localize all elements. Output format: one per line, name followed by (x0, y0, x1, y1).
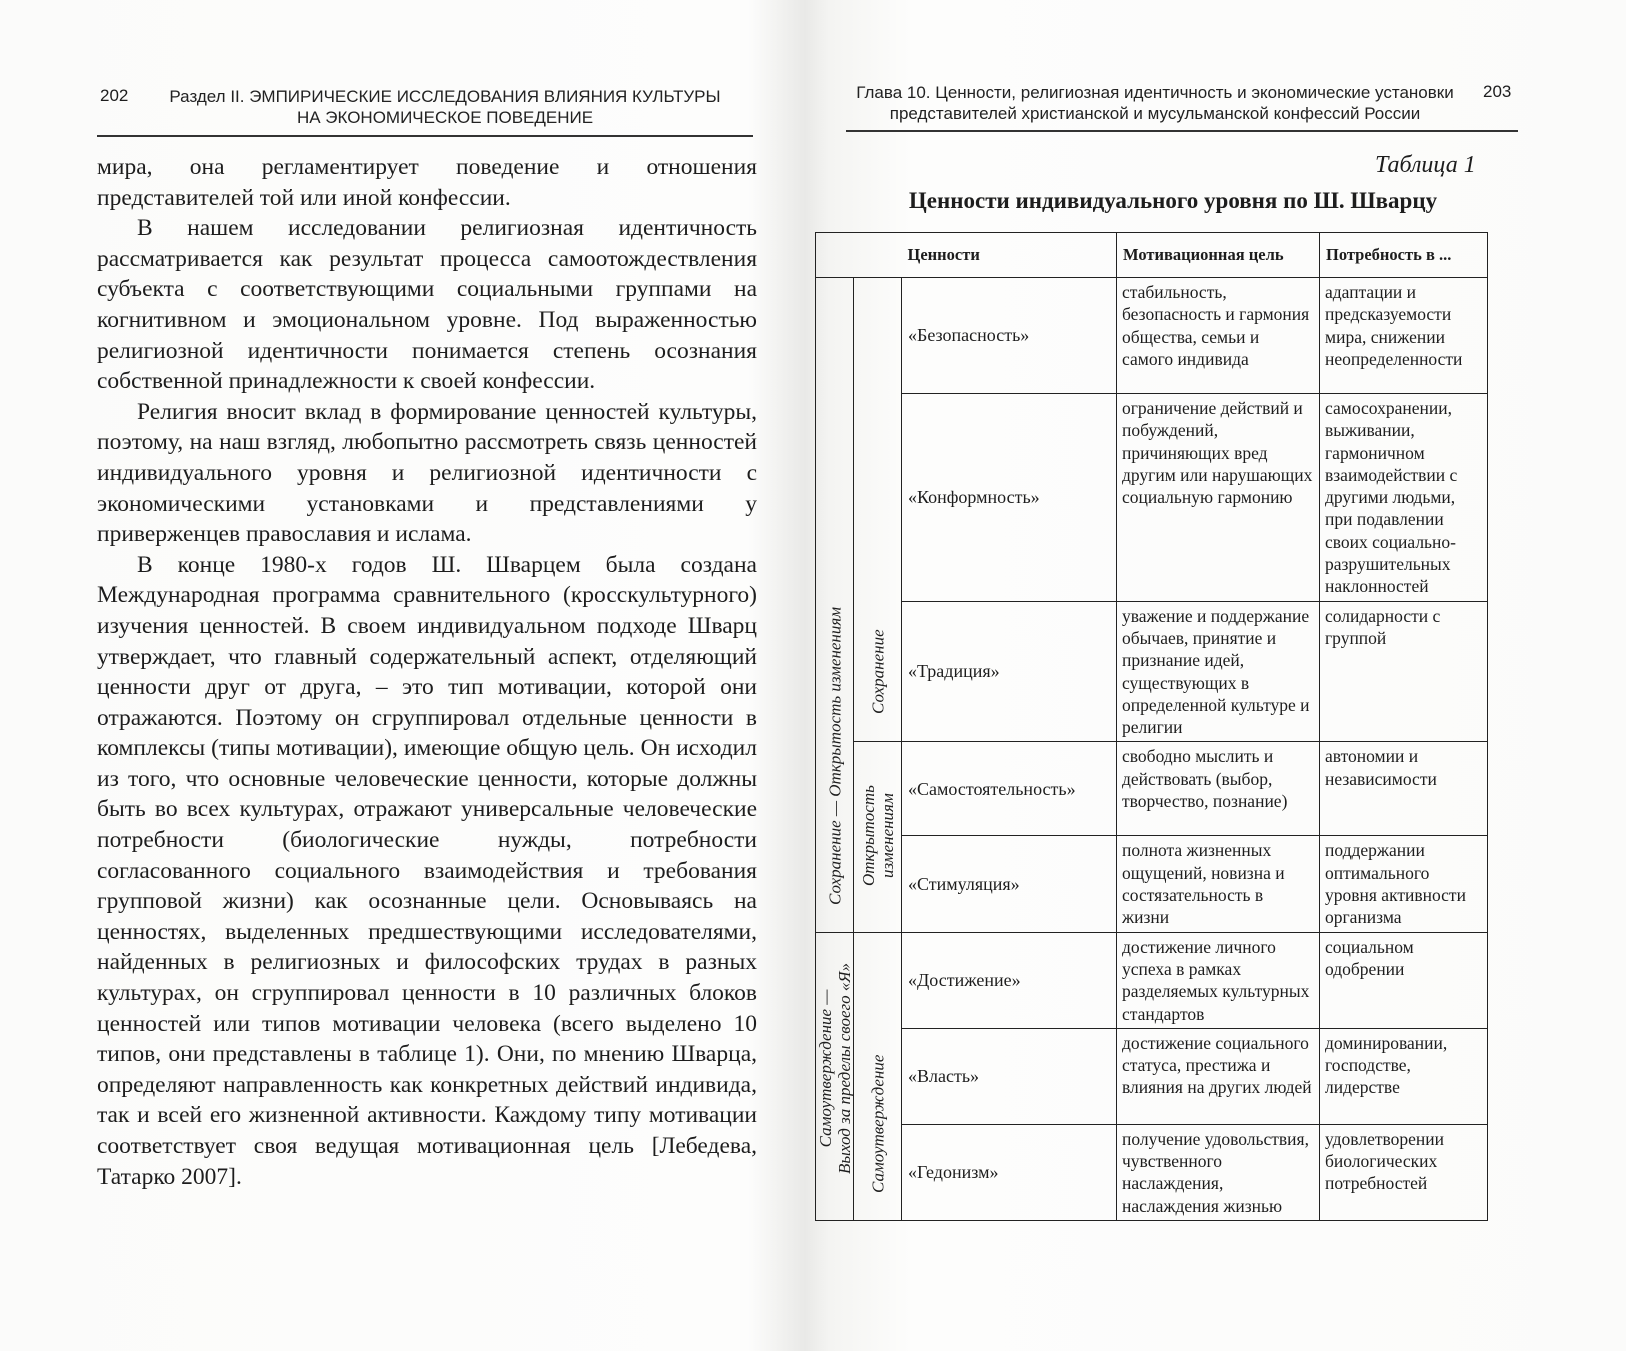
need-cell: доминировании, господстве, лидерстве (1320, 1028, 1488, 1124)
value-cell: «Достижение» (902, 932, 1117, 1028)
goal-cell: свободно мыслить и действовать (выбор, творчество, познание) (1117, 742, 1320, 836)
need-cell: социальном одобрении (1320, 932, 1488, 1028)
goal-cell: достижение личного успеха в рамках разделяемых культурных стандартов (1117, 932, 1320, 1028)
group-label-cell (854, 742, 902, 932)
group-label: Самоутверждение (868, 1054, 887, 1194)
need-cell: адаптации и предсказуемости мира, снижении неопределенности (1320, 278, 1488, 394)
axis-label-line: Самоутверждение — (815, 989, 835, 1148)
paragraph: Религия вносит вклад в формирование ценностей культуры, поэтому, на наш взгляд, любопытно рассмотреть связь ценностей индивидуального уровня и религиозной идентичности с экономическими установками и представлениями у приверженцев православия и ислама. (97, 398, 757, 548)
value-cell: «Стимуляция» (902, 836, 1117, 932)
table-header: Мотивационная цель (1117, 233, 1320, 278)
paragraph: мира, она регламентирует поведение и отношения представителей той или иной конфессии. (97, 154, 757, 211)
axis-label: Сохранение — Открытость изменениям (825, 606, 844, 905)
running-head: Раздел II. ЭМПИРИЧЕСКИЕ ИССЛЕДОВАНИЯ ВЛИЯНИЯ КУЛЬТУРЫ НА ЭКОНОМИЧЕСКОЕ ПОВЕДЕНИЕ (169, 87, 721, 127)
table-row (816, 836, 1488, 932)
table-title: Ценности индивидуального уровня по Ш. Шварцу (908, 188, 1438, 213)
header-rule (846, 130, 1518, 132)
body-text (97, 152, 757, 1192)
need-cell: удовлетворении биологических потребностей (1320, 1124, 1488, 1220)
table-row (816, 932, 1488, 1028)
value-cell: «Безопасность» (902, 278, 1117, 394)
goal-cell: достижение социального статуса, престижа и влияния на других людей (1117, 1028, 1320, 1124)
table-header: Потребность в ... (1320, 233, 1488, 278)
group-label (859, 785, 897, 886)
table-row (816, 601, 1488, 742)
goal-cell: получение удовольствия, чувственного наслаждения, наслаждения жизнью (1117, 1124, 1320, 1220)
right-page (815, 0, 1626, 1351)
need-cell: автономии и независимости (1320, 742, 1488, 836)
group-label-cell (854, 278, 902, 742)
page-number: 203 (1483, 82, 1512, 101)
table-row (816, 394, 1488, 602)
header-rule (97, 135, 753, 137)
need-cell: самосохранении, выживании, гармоничном взаимодействии с другими людьми, при подавлении своих социально-разрушительных наклонностей (1320, 394, 1488, 602)
axis-label (816, 963, 854, 1174)
value-cell: «Гедонизм» (902, 1124, 1117, 1220)
group-label-line: изменениям (877, 792, 897, 878)
value-cell: «Власть» (902, 1028, 1117, 1124)
table-row (816, 1028, 1488, 1124)
goal-cell: полнота жизненных ощущений, новизна и состязательность в жизни (1117, 836, 1320, 932)
axis-label-line: Выход за пределы своего «Я» (834, 962, 854, 1175)
need-cell: солидарности с группой (1320, 601, 1488, 742)
table-header: Ценности (902, 233, 1117, 278)
goal-cell: стабильность, безопасность и гармония общества, семьи и самого индивида (1117, 278, 1320, 394)
axis-label-cell (816, 932, 854, 1220)
paragraph: В нашем исследовании религиозная идентичность рассматривается как результат процесса самоотождествления субъекта с соответствующими социальными группами на когнитивном и эмоциональном уровне. Под выраженностью религиозной идентичности понимается степень осознания собственной принадлежности к своей конфессии. (97, 215, 757, 395)
goal-cell: уважение и поддержание обычаев, принятие и признание идей, существующих в определенной культуре и религии (1117, 601, 1320, 742)
group-label-line: Открытость (858, 784, 878, 886)
value-cell: «Конформность» (902, 394, 1117, 602)
table-row (816, 1124, 1488, 1220)
table-caption: Таблица 1 (1375, 152, 1476, 178)
value-cell: «Традиция» (902, 601, 1117, 742)
values-table (815, 232, 1488, 1221)
goal-cell: ограничение действий и побуждений, причиняющих вред другим или нарушающих социальную гармонию (1117, 394, 1320, 602)
group-label-cell (854, 932, 902, 1220)
table-row (816, 278, 1488, 394)
table-row (816, 742, 1488, 836)
table-header-row (816, 233, 1488, 278)
need-cell: поддержании оптимального уровня активности организма (1320, 836, 1488, 932)
running-head: Глава 10. Ценности, религиозная идентичность и экономические установки представителей христианской и мусульманской конфессий России (856, 83, 1454, 123)
table-header-corner (816, 233, 902, 278)
paragraph: В конце 1980-х годов Ш. Шварцем была создана Международная программа сравнительного (кросскультурного) изучения ценностей. В своем индивидуальном подходе Шварц утверждает, что главный содержательный аспект, отделяющий ценности друг от друга, – это тип мотивации, которой они отражаются. Поэтому он сгруппировал отдельные ценности в комплексы (типы мотивации), имеющие общую цель. Он исходил из того, что основные человеческие ценности, которые должны быть во всех культурах, отражают универсальные человеческие потребности (биологические нужды, потребности согласованного социального взаимодействия и требования групповой жизни) как осознанные цели. Основываясь на ценностях, выделенных предшествующими исследователями, найденных в религиозных и философских трудах в разных культурах, он сгруппировал ценности в 10 различных блоков ценностей или типов мотивации человека (всего выделено 10 типов, они представлены в таблице 1). Они, по мнению Шварца, определяют направленность как конкретных действий индивида, так и всей его жизненной активности. Каждому типу мотивации соответствует своя ведущая мотивационная цель [Лебедева, Татарко 2007]. (97, 551, 757, 1190)
axis-label-cell (816, 278, 854, 933)
page-number: 202 (100, 86, 129, 105)
value-cell: «Самостоятельность» (902, 742, 1117, 836)
left-page (0, 0, 800, 1351)
group-label: Сохранение (868, 629, 887, 715)
